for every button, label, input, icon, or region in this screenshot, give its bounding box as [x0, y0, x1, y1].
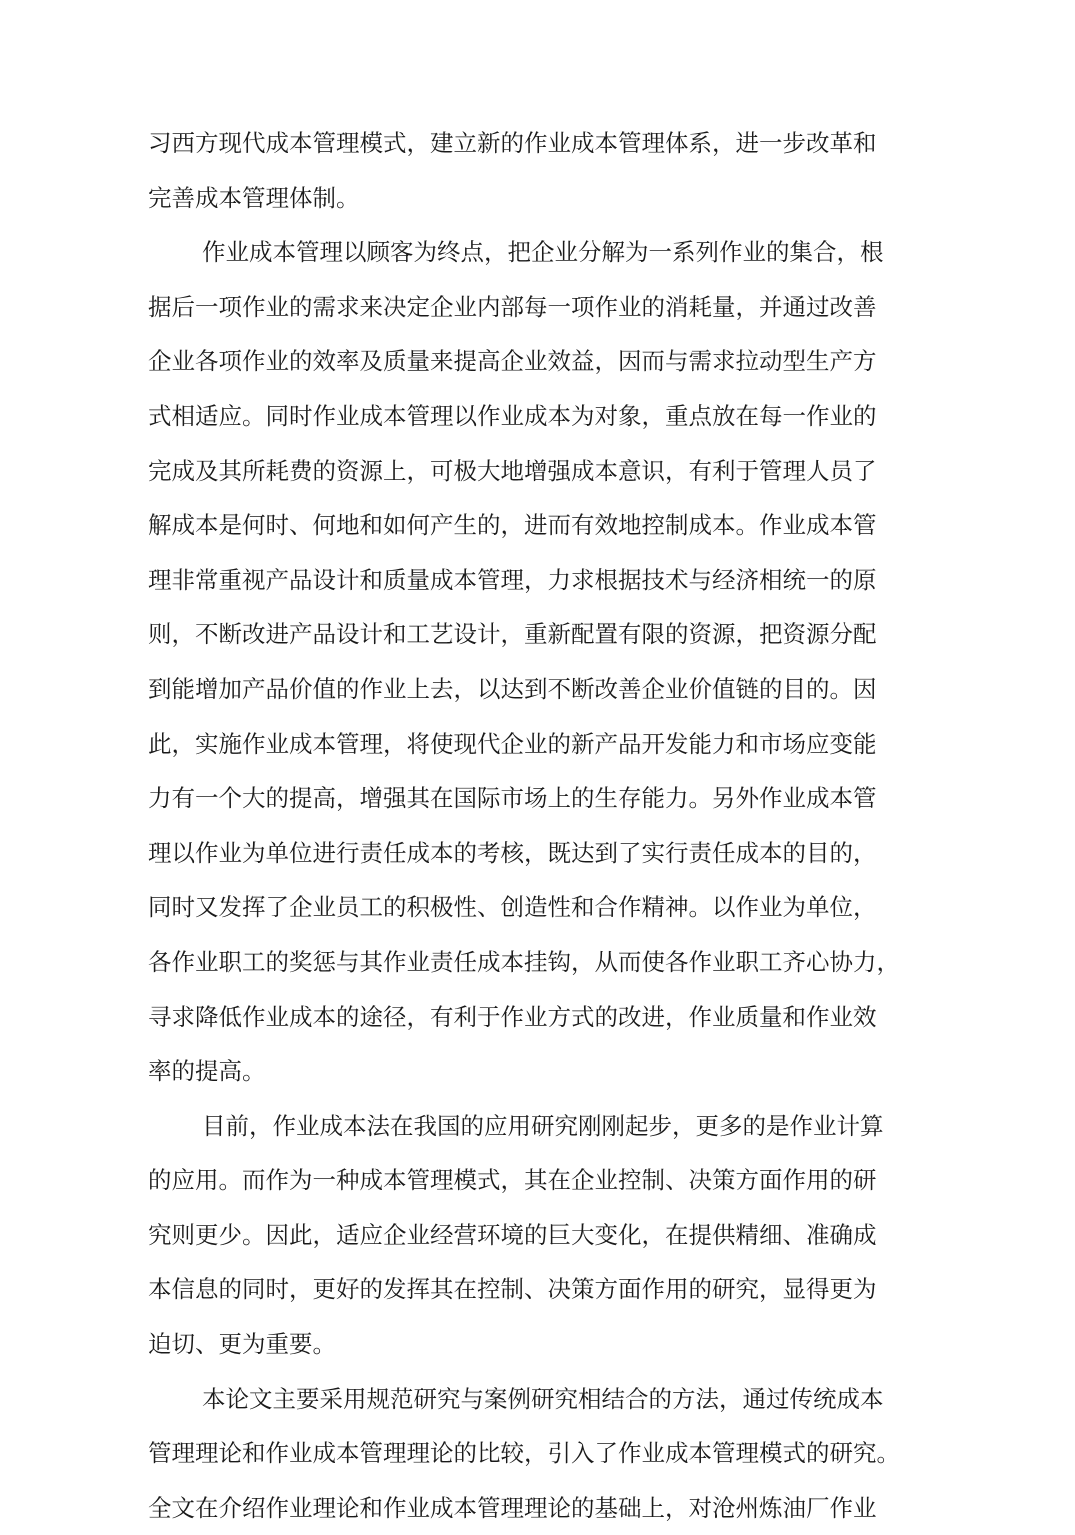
text-line: 目前，作业成本法在我国的应用研究刚刚起步，更多的是作业计算	[202, 1111, 884, 1140]
text-line: 本论文主要采用规范研究与案例研究相结合的方法，通过传统成本	[202, 1384, 884, 1413]
text-line: 理非常重视产品设计和质量成本管理，力求根据技术与经济相统一的原	[148, 565, 877, 594]
text-line: 式相适应。同时作业成本管理以作业成本为对象，重点放在每一作业的	[148, 401, 877, 430]
text-line: 理以作业为单位进行责任成本的考核，既达到了实行责任成本的目的，	[148, 838, 877, 867]
text-line: 率的提高。	[148, 1057, 266, 1086]
text-line: 习西方现代成本管理模式，建立新的作业成本管理体系，进一步改革和	[148, 129, 877, 157]
paragraph-activity-cost-management	[148, 225, 938, 1099]
text-line: 解成本是何时、何地和如何产生的，进而有效地控制成本。作业成本管	[148, 511, 877, 540]
text-line: 完善成本管理体制。	[148, 183, 360, 212]
text-line: 据后一项作业的需求来决定企业内部每一项作业的消耗量，并通过改善	[148, 292, 877, 321]
text-line: 本信息的同时，更好的发挥其在控制、决策方面作用的研究，显得更为	[148, 1275, 877, 1304]
text-line: 各作业职工的奖惩与其作业责任成本挂钩，从而使各作业职工齐心协力，	[148, 947, 900, 976]
document-page	[148, 116, 938, 1535]
text-line: 作业成本管理以顾客为终点，把企业分解为一系列作业的集合，根	[202, 238, 884, 267]
text-line: 究则更少。因此，适应企业经营环境的巨大变化，在提供精细、准确成	[148, 1220, 877, 1249]
paragraph-thesis-method	[148, 1372, 938, 1535]
text-line: 全文在介绍作业理论和作业成本管理理论的基础上，对沧州炼油厂作业	[148, 1493, 877, 1522]
text-line: 完成及其所耗费的资源上，可极大地增强成本意识，有利于管理人员了	[148, 456, 877, 485]
text-line: 则，不断改进产品设计和工艺设计，重新配置有限的资源，把资源分配	[148, 620, 877, 649]
text-line: 此，实施作业成本管理，将使现代企业的新产品开发能力和市场应变能	[148, 729, 877, 758]
text-line: 寻求降低作业成本的途径，有利于作业方式的改进，作业质量和作业效	[148, 1002, 877, 1031]
paragraph-continuation	[148, 116, 938, 225]
text-line: 企业各项作业的效率及质量来提高企业效益，因而与需求拉动型生产方	[148, 347, 877, 376]
text-line: 同时又发挥了企业员工的积极性、创造性和合作精神。以作业为单位，	[148, 893, 877, 922]
text-line: 迫切、更为重要。	[148, 1330, 336, 1359]
text-line: 的应用。而作为一种成本管理模式，其在企业控制、决策方面作用的研	[148, 1166, 877, 1195]
text-line: 力有一个大的提高，增强其在国际市场上的生存能力。另外作业成本管	[148, 784, 877, 813]
text-line: 管理理论和作业成本管理理论的比较，引入了作业成本管理模式的研究。	[148, 1439, 900, 1468]
text-line: 到能增加产品价值的作业上去，以达到不断改善企业价值链的目的。因	[148, 674, 877, 703]
paragraph-current-research	[148, 1099, 938, 1372]
